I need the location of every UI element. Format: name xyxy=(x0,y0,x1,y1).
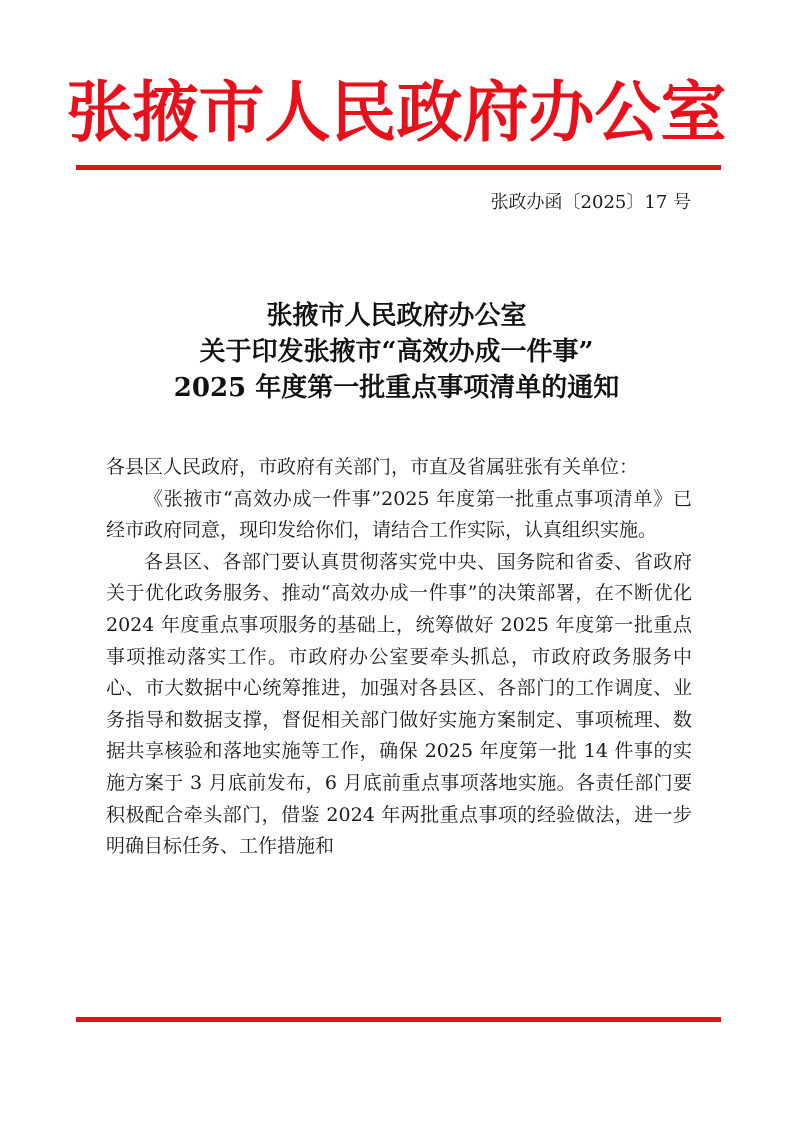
document-title xyxy=(0,298,793,406)
title-line-2: 关于印发张掖市“高效办成一件事” xyxy=(199,337,594,367)
footer-red-rule xyxy=(76,1017,721,1022)
document-body xyxy=(106,452,692,863)
salutation: 各县区人民政府，市政府有关部门，市直及省属驻张有关单位： xyxy=(106,456,639,478)
body-paragraph-2: 各县区、各部门要认真贯彻落实党中央、国务院和省委、省政府关于优化政务服务、推动“高效办成一件事”的决策部署，在不断优化 2024 年度重点事项服务的基础上，统筹做好 2025 年度第一批重点事项推动落实工作。市政府办公室要牵头抓总，市政府政务服务中心、市大数据中心统筹推进，加强对各县区、各部门的工作调度、业务指导和数据支撑，督促相关部门做好实施方案制定、事项梳理、数据共享核验和落地实施等工作，确保 2025 年度第一批 14 件事的实施方案于 3 月底前发布，6 月底前重点事项落地实施。各责任部门要积极配合牵头部门，借鉴 2024 年两批重点事项的经验做法，进一步明确目标任务、工作措施和 xyxy=(106,550,692,858)
masthead-red-rule xyxy=(76,165,721,170)
title-line-3: 2025 年度第一批重点事项清单的通知 xyxy=(173,373,620,403)
masthead-org-name: 张掖市人民政府办公室 xyxy=(66,73,727,151)
document-number: 张政办函〔2025〕17 号 xyxy=(490,192,691,213)
title-line-1: 张掖市人民政府办公室 xyxy=(266,301,527,331)
body-paragraph-1: 《张掖市“高效办成一件事”2025 年度第一批重点事项清单》已经市政府同意，现印发给你们，请结合工作实际，认真组织实施。 xyxy=(106,487,692,542)
